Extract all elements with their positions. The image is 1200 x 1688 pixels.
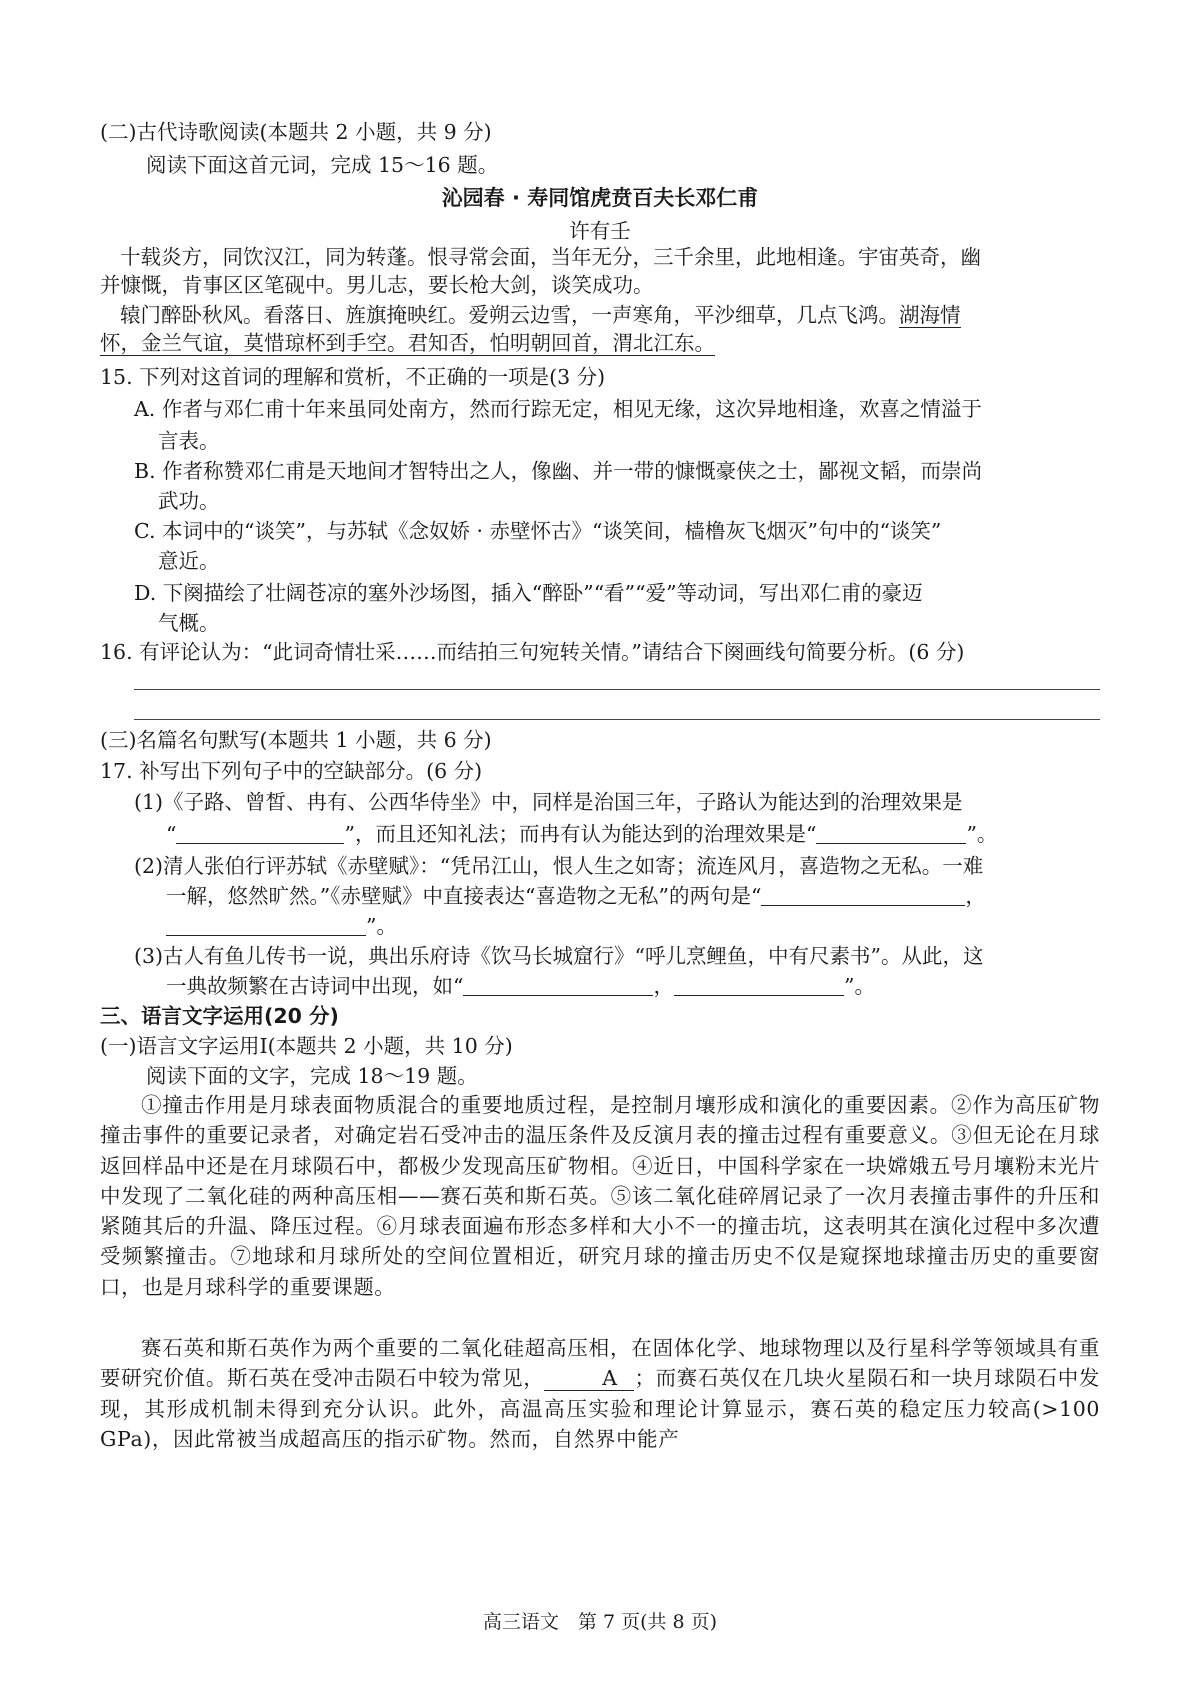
q17-part-2: (2)清人张伯行评苏轼《赤壁赋》：“凭吊江山，恨人生之如寄；流连风月，喜造物之无私。一难 xyxy=(134,854,984,878)
fill-blank[interactable] xyxy=(463,975,653,996)
q17-part-3: (3)古人有鱼儿传书一说，典出乐府诗《饮马长城窟行》“呼儿烹鲤鱼，中有尺素书”。从此，这 xyxy=(134,944,984,968)
poetry-instruction: 阅读下面这首元词，完成 15～16 题。 xyxy=(146,153,499,177)
fill-blank[interactable] xyxy=(761,885,965,906)
language-instruction: 阅读下面的文字，完成 18～19 题。 xyxy=(146,1064,478,1088)
subsection-heading: (一)语言文字运用Ⅰ(本题共 2 小题，共 10 分) xyxy=(100,1034,513,1058)
section-heading-poetry: (二)古代诗歌阅读(本题共 2 小题，共 9 分) xyxy=(100,120,492,144)
option-b-cont: 武功。 xyxy=(158,489,220,513)
q17-part-3-cont: 一典故频繁在古诗词中出现，如“ ， ”。 xyxy=(166,974,875,998)
underlined-poem-text: 湖海情 xyxy=(899,303,961,327)
fill-blank[interactable] xyxy=(816,823,966,844)
poem-line: 十载炎方，同饮汉江，同为转蓬。恨寻常会面，当年无分，三千余里，此地相逢。宇宙英奇，幽 xyxy=(120,245,981,269)
section-heading-language: 三、语言文字运用(20 分) xyxy=(100,1004,339,1028)
answer-line[interactable] xyxy=(134,689,1100,690)
option-c-cont: 意近。 xyxy=(158,549,220,573)
q17-part-2-cont: 一解，悠然旷然。”《赤壁赋》中直接表达“喜造物之无私”的两句是“ ， xyxy=(166,884,986,908)
option-b: B. 作者称赞邓仁甫是天地间才智特出之人，像幽、并一带的慷慨豪侠之士，鄙视文韬，而崇尚 xyxy=(134,459,983,483)
option-a-cont: 言表。 xyxy=(158,429,220,453)
passage-paragraph-2: 赛石英和斯石英作为两个重要的二氧化硅超高压相，在固体化学、地球物理以及行星科学等领域具有重要研究价值。斯石英在受冲击陨石中较为常见， A ；而赛石英仅在几块火星陨石和一块月球陨石中发现，其形成机制未得到充分认识。此外，高温高压实验和理论计算显示，赛石英的稳定压力较高(>100 GPa)，因此常被当成超高压的指示矿物。然而，自然界中能产 xyxy=(100,1336,1100,1451)
fill-blank[interactable] xyxy=(166,915,366,936)
poem-text: 辕门醉卧秋风。看落日、旌旗掩映红。爱朔云边雪，一声寒角，平沙细草，几点飞鸿。 xyxy=(120,303,899,327)
underlined-poem-text: 怀，金兰气谊，莫惜琼杯到手空。君知否，怕明朝回首，渭北江东。 xyxy=(100,331,715,355)
blank-a[interactable]: A xyxy=(544,1366,634,1391)
q17-part-2-cont2: ”。 xyxy=(166,910,1166,943)
option-d-cont: 气概。 xyxy=(158,611,220,635)
poem-line xyxy=(100,327,1100,360)
poem-line: 并慷慨，肯事区区笔砚中。男儿志，要长枪大剑，谈笑成功。 xyxy=(100,273,654,297)
answer-line[interactable] xyxy=(134,719,1100,720)
section-heading-recite: (三)名篇名句默写(本题共 1 小题，共 6 分) xyxy=(100,728,492,752)
q17-part-1: (1)《子路、曾皙、冉有、公西华侍坐》中，同样是治国三年，子路认为能达到的治理效果是 xyxy=(134,790,963,814)
fill-blank[interactable] xyxy=(674,975,844,996)
question-15-stem: 15. 下列对这首词的理解和赏析，不正确的一项是(3 分) xyxy=(100,365,606,389)
poem-title: 沁园春 · 寿同馆虎贲百夫长邓仁甫 xyxy=(441,186,759,210)
option-d: D. 下阕描绘了壮阔苍凉的塞外沙场图，插入“醉卧”“看”“爱”等动词，写出邓仁甫的豪迈 xyxy=(134,581,923,605)
page-footer: 高三语文 第 7 页(共 8 页) xyxy=(482,1611,718,1633)
fill-blank[interactable] xyxy=(176,823,344,844)
q17-part-1-cont: “ ”，而且还知礼法；而冉有认为能达到的治理效果是“ ”。 xyxy=(166,822,998,846)
option-c: C. 本词中的“谈笑”，与苏轼《念奴娇 · 赤壁怀古》“谈笑间，樯橹灰飞烟灭”句中的“谈笑” xyxy=(134,519,942,543)
passage-paragraph-1: ①撞击作用是月球表面物质混合的重要地质过程，是控制月壤形成和演化的重要因素。②作为高压矿物撞击事件的重要记录者，对确定岩石受冲击的温压条件及反演月表的撞击过程有重要意义。③但无论在月球返回样品中还是在月球陨石中，都极少发现高压矿物相。④近日，中国科学家在一块嫦娥五号月壤粉末光片中发现了二氧化硅的两种高压相——赛石英和斯石英。⑤该二氧化硅碎屑记录了一次月表撞击事件的升压和紧随其后的升温、降压过程。⑥月球表面遍布形态多样和大小不一的撞击坑，这表明其在演化过程中多次遭受频繁撞击。⑦地球和月球所处的空间位置相近，研究月球的撞击历史不仅是窥探地球撞击历史的重要窗口，也是月球科学的重要课题。 xyxy=(100,1093,1100,1299)
poem-author: 许有壬 xyxy=(569,219,631,243)
question-16-stem: 16. 有评论认为：“此词奇情壮采……而结拍三句宛转关情。”请结合下阕画线句简要分析。(6 分) xyxy=(100,640,965,664)
option-a: A. 作者与邓仁甫十年来虽同处南方，然而行踪无定，相见无缘，这次异地相逢，欢喜之情溢于 xyxy=(134,397,982,421)
question-17-stem: 17. 补写出下列句子中的空缺部分。(6 分) xyxy=(100,759,483,783)
